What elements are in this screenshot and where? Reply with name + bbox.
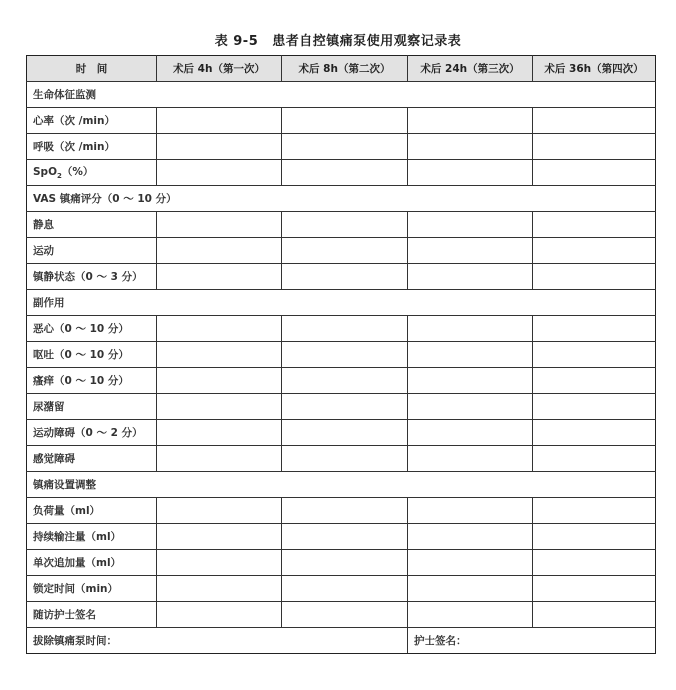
row-label-sensory-block: 感觉障碍 — [27, 446, 157, 472]
cell-respiration-8h[interactable] — [282, 134, 408, 160]
cell-sensory-block-36h[interactable] — [533, 446, 656, 472]
cell-urinary-retention-36h[interactable] — [533, 394, 656, 420]
cell-spo2-36h[interactable] — [533, 160, 656, 186]
cell-continuous-infusion-24h[interactable] — [408, 524, 533, 550]
cell-heart-rate-8h[interactable] — [282, 108, 408, 134]
section-row-vas — [27, 186, 656, 212]
spo2-suffix: （%） — [61, 166, 94, 179]
cell-rest-8h[interactable] — [282, 212, 408, 238]
table-number: 表 9-5 — [214, 34, 259, 49]
row-label-continuous-infusion: 持续输注量（ml） — [27, 524, 157, 550]
table-row — [27, 498, 656, 524]
row-label-respiration: 呼吸（次 /min） — [27, 134, 157, 160]
cell-heart-rate-36h[interactable] — [533, 108, 656, 134]
spo2-subscript: 2 — [57, 172, 62, 181]
cell-sensory-block-4h[interactable] — [157, 446, 282, 472]
cell-nurse-signature-36h[interactable] — [533, 602, 656, 628]
cell-motor-block-36h[interactable] — [533, 420, 656, 446]
row-label-loading-dose: 负荷量（ml） — [27, 498, 157, 524]
footer-row — [27, 628, 656, 654]
cell-lockout-time-24h[interactable] — [408, 576, 533, 602]
cell-bolus-dose-8h[interactable] — [282, 550, 408, 576]
section-settings: 镇痛设置调整 — [27, 472, 656, 498]
table-row — [27, 576, 656, 602]
table-title-text: 患者自控镇痛泵使用观察记录表 — [272, 34, 462, 49]
cell-sedation-36h[interactable] — [533, 264, 656, 290]
section-row-settings — [27, 472, 656, 498]
cell-sensory-block-8h[interactable] — [282, 446, 408, 472]
section-vitals: 生命体征监测 — [27, 82, 656, 108]
cell-lockout-time-8h[interactable] — [282, 576, 408, 602]
cell-pruritus-24h[interactable] — [408, 368, 533, 394]
table-row — [27, 342, 656, 368]
table-row — [27, 134, 656, 160]
footer-nurse-signature-field[interactable]: 护士签名： — [408, 628, 656, 654]
section-side-effects: 副作用 — [27, 290, 656, 316]
cell-bolus-dose-36h[interactable] — [533, 550, 656, 576]
table-row — [27, 212, 656, 238]
cell-continuous-infusion-36h[interactable] — [533, 524, 656, 550]
cell-loading-dose-4h[interactable] — [157, 498, 282, 524]
cell-nausea-36h[interactable] — [533, 316, 656, 342]
cell-pruritus-4h[interactable] — [157, 368, 282, 394]
cell-nausea-8h[interactable] — [282, 316, 408, 342]
cell-respiration-4h[interactable] — [157, 134, 282, 160]
cell-motor-block-24h[interactable] — [408, 420, 533, 446]
cell-continuous-infusion-8h[interactable] — [282, 524, 408, 550]
cell-sedation-4h[interactable] — [157, 264, 282, 290]
spo2-prefix: SpO — [33, 166, 58, 179]
cell-pruritus-8h[interactable] — [282, 368, 408, 394]
cell-heart-rate-24h[interactable] — [408, 108, 533, 134]
cell-vomiting-4h[interactable] — [157, 342, 282, 368]
cell-nausea-24h[interactable] — [408, 316, 533, 342]
header-24h: 术后 24h（第三次） — [408, 56, 533, 82]
table-row — [27, 524, 656, 550]
cell-rest-4h[interactable] — [157, 212, 282, 238]
table-row — [27, 550, 656, 576]
table-row — [27, 238, 656, 264]
cell-spo2-24h[interactable] — [408, 160, 533, 186]
cell-pruritus-36h[interactable] — [533, 368, 656, 394]
removal-time-field[interactable]: 拔除镇痛泵时间： — [27, 628, 408, 654]
table-row — [27, 316, 656, 342]
cell-movement-24h[interactable] — [408, 238, 533, 264]
table-row — [27, 394, 656, 420]
row-label-sedation: 镇静状态（0 ～ 3 分） — [27, 264, 157, 290]
observation-record-table — [26, 55, 656, 654]
table-row — [27, 602, 656, 628]
cell-respiration-36h[interactable] — [533, 134, 656, 160]
row-label-spo2 — [27, 160, 157, 186]
cell-movement-4h[interactable] — [157, 238, 282, 264]
row-label-nurse-signature: 随访护士签名 — [27, 602, 157, 628]
cell-rest-36h[interactable] — [533, 212, 656, 238]
cell-bolus-dose-24h[interactable] — [408, 550, 533, 576]
cell-vomiting-8h[interactable] — [282, 342, 408, 368]
cell-vomiting-24h[interactable] — [408, 342, 533, 368]
cell-vomiting-36h[interactable] — [533, 342, 656, 368]
cell-nurse-signature-24h[interactable] — [408, 602, 533, 628]
table-row — [27, 368, 656, 394]
cell-bolus-dose-4h[interactable] — [157, 550, 282, 576]
table-row — [27, 264, 656, 290]
cell-loading-dose-8h[interactable] — [282, 498, 408, 524]
cell-lockout-time-4h[interactable] — [157, 576, 282, 602]
cell-movement-36h[interactable] — [533, 238, 656, 264]
cell-loading-dose-24h[interactable] — [408, 498, 533, 524]
cell-spo2-8h[interactable] — [282, 160, 408, 186]
row-label-heart-rate: 心率（次 /min） — [27, 108, 157, 134]
cell-continuous-infusion-4h[interactable] — [157, 524, 282, 550]
row-label-bolus-dose: 单次追加量（ml） — [27, 550, 157, 576]
cell-sensory-block-24h[interactable] — [408, 446, 533, 472]
cell-nurse-signature-4h[interactable] — [157, 602, 282, 628]
table-row — [27, 446, 656, 472]
section-row-side-effects — [27, 290, 656, 316]
cell-lockout-time-36h[interactable] — [533, 576, 656, 602]
cell-movement-8h[interactable] — [282, 238, 408, 264]
section-row-vitals — [27, 82, 656, 108]
cell-urinary-retention-24h[interactable] — [408, 394, 533, 420]
cell-heart-rate-4h[interactable] — [157, 108, 282, 134]
cell-sedation-24h[interactable] — [408, 264, 533, 290]
row-label-motor-block: 运动障碍（0 ～ 2 分） — [27, 420, 157, 446]
header-36h: 术后 36h（第四次） — [533, 56, 656, 82]
cell-nausea-4h[interactable] — [157, 316, 282, 342]
table-title — [0, 30, 676, 49]
cell-urinary-retention-8h[interactable] — [282, 394, 408, 420]
cell-motor-block-8h[interactable] — [282, 420, 408, 446]
header-time: 时 间 — [27, 56, 157, 82]
row-label-rest: 静息 — [27, 212, 157, 238]
cell-spo2-4h[interactable] — [157, 160, 282, 186]
header-4h: 术后 4h（第一次） — [157, 56, 282, 82]
table-row — [27, 160, 656, 186]
cell-sedation-8h[interactable] — [282, 264, 408, 290]
row-label-urinary-retention: 尿潴留 — [27, 394, 157, 420]
row-label-movement: 运动 — [27, 238, 157, 264]
cell-motor-block-4h[interactable] — [157, 420, 282, 446]
header-8h: 术后 8h（第二次） — [282, 56, 408, 82]
header-row — [27, 56, 656, 82]
table-row — [27, 420, 656, 446]
table-row — [27, 108, 656, 134]
row-label-lockout-time: 锁定时间（min） — [27, 576, 157, 602]
cell-respiration-24h[interactable] — [408, 134, 533, 160]
section-vas: VAS 镇痛评分（0 ～ 10 分） — [27, 186, 656, 212]
row-label-nausea: 恶心（0 ～ 10 分） — [27, 316, 157, 342]
row-label-pruritus: 瘙痒（0 ～ 10 分） — [27, 368, 157, 394]
row-label-vomiting: 呕吐（0 ～ 10 分） — [27, 342, 157, 368]
cell-loading-dose-36h[interactable] — [533, 498, 656, 524]
cell-nurse-signature-8h[interactable] — [282, 602, 408, 628]
cell-rest-24h[interactable] — [408, 212, 533, 238]
cell-urinary-retention-4h[interactable] — [157, 394, 282, 420]
